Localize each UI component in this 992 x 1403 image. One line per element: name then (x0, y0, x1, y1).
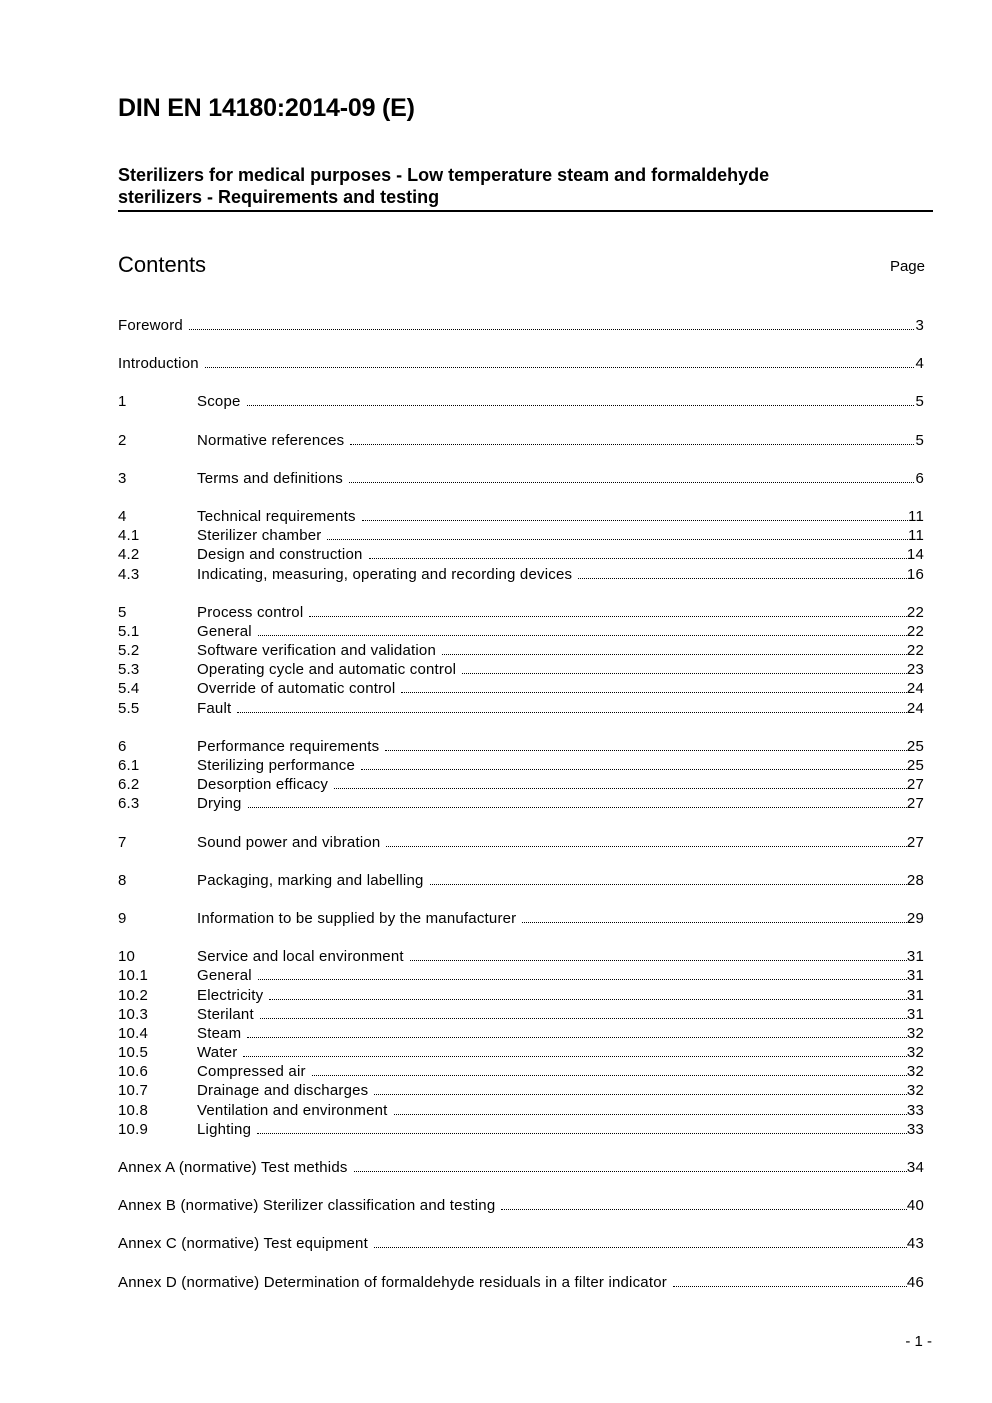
toc-entry-title: Introduction (118, 355, 199, 373)
toc-dot-leader (205, 354, 914, 368)
toc-entry-title: Sterilizing performance (197, 757, 355, 774)
toc-entry[interactable] (118, 469, 924, 488)
toc-entry-number: 10.5 (118, 1044, 148, 1062)
toc-entry[interactable] (118, 775, 924, 794)
toc-entry[interactable] (118, 507, 924, 526)
toc-entry-number: 6 (118, 737, 127, 755)
toc-entry-page: 27 (906, 776, 924, 794)
toc-entry[interactable] (118, 1062, 924, 1081)
toc-dot-leader (248, 794, 907, 808)
toc-entry[interactable] (118, 1120, 924, 1139)
toc-entry-title: Normative references (197, 431, 345, 449)
toc-entry[interactable] (118, 545, 924, 564)
toc-entry-title: Desorption efficacy (197, 776, 329, 794)
toc-entry-page: 31 (906, 986, 924, 1004)
toc-entry-page: 31 (906, 1005, 924, 1023)
toc-entry-number: 8 (118, 871, 127, 889)
toc-entry-title: General (197, 622, 252, 640)
toc-entry-page: 4 (915, 355, 924, 373)
toc-entry-title: Electricity (197, 986, 264, 1004)
table-of-contents (118, 316, 924, 1292)
toc-dot-leader (361, 756, 907, 770)
toc-entry-page: 34 (906, 1159, 924, 1176)
toc-entry-title: Annex D (normative) Determination of formaldehyde residuals in a filter indicator (118, 1273, 667, 1291)
toc-entry[interactable] (118, 679, 924, 698)
toc-entry[interactable] (118, 622, 924, 641)
toc-entry-number: 5 (118, 603, 127, 621)
toc-entry-page: 31 (906, 967, 924, 985)
toc-entry-title: Water (197, 1044, 238, 1062)
toc-entry[interactable] (118, 1081, 924, 1100)
toc-entry-title: Performance requirements (197, 737, 380, 755)
toc-entry-number: 6.3 (118, 795, 140, 813)
toc-entry-page: 11 (908, 527, 924, 545)
toc-entry-title: Technical requirements (197, 507, 356, 525)
toc-entry-title: Packaging, marking and labelling (197, 871, 424, 889)
toc-entry[interactable] (118, 756, 924, 775)
toc-entry-number: 4.3 (118, 565, 140, 583)
toc-entry-page: 11 (908, 507, 924, 525)
toc-entry-number: 10.2 (118, 986, 148, 1004)
toc-entry-title: Steam (197, 1024, 242, 1042)
toc-entry-page: 33 (906, 1101, 924, 1119)
toc-entry-page: 32 (906, 1082, 924, 1100)
toc-entry-page: 5 (915, 431, 924, 449)
toc-entry-title: Lighting (197, 1120, 252, 1138)
toc-dot-leader (362, 507, 908, 521)
toc-entry[interactable] (118, 431, 924, 450)
toc-entry[interactable] (118, 316, 924, 335)
toc-dot-leader (442, 641, 907, 655)
toc-entry-title: Information to be supplied by the manufacturer (197, 909, 517, 927)
toc-entry[interactable] (118, 526, 924, 545)
toc-entry[interactable] (118, 1043, 924, 1062)
toc-dot-leader (410, 947, 907, 961)
toc-entry-title: Ventilation and environment (197, 1101, 388, 1119)
toc-entry-title: Scope (197, 393, 241, 411)
toc-dot-leader (401, 679, 907, 693)
toc-entry-number: 4.2 (118, 546, 140, 564)
toc-dot-leader (309, 603, 907, 617)
toc-dot-leader (189, 316, 914, 330)
toc-entry-page: 22 (906, 603, 924, 621)
toc-entry-title: Foreword (118, 317, 183, 334)
toc-dot-leader (394, 1101, 907, 1115)
toc-dot-leader (247, 392, 914, 406)
toc-dot-leader (350, 431, 914, 445)
toc-entry-title: Annex C (normative) Test equipment (118, 1235, 368, 1253)
toc-dot-leader (522, 909, 907, 923)
toc-dot-leader (673, 1273, 907, 1287)
toc-entry-title: Operating cycle and automatic control (197, 661, 457, 679)
toc-dot-leader (260, 1005, 907, 1019)
toc-entry-title: Design and construction (197, 546, 363, 564)
toc-entry[interactable] (118, 871, 924, 890)
toc-entry[interactable] (118, 1158, 924, 1177)
toc-entry-number: 10.4 (118, 1024, 148, 1042)
toc-entry-number: 1 (118, 393, 127, 411)
toc-entry-title: Annex A (normative) Test methids (118, 1159, 348, 1176)
toc-entry-number: 5.2 (118, 642, 140, 660)
toc-entry[interactable] (118, 947, 924, 966)
toc-entry-page: 16 (906, 565, 924, 583)
subtitle-line-2: sterilizers - Requirements and testing (118, 187, 440, 207)
toc-entry-page: 14 (906, 546, 924, 564)
toc-entry-page: 46 (906, 1273, 924, 1291)
toc-entry-page: 27 (906, 795, 924, 813)
toc-entry-page: 32 (906, 1024, 924, 1042)
toc-dot-leader (243, 1043, 906, 1057)
toc-entry-number: 10.1 (118, 967, 148, 985)
toc-entry[interactable] (118, 565, 924, 584)
toc-entry[interactable] (118, 699, 924, 718)
toc-entry-title: Indicating, measuring, operating and recording devices (197, 565, 573, 583)
toc-dot-leader (501, 1196, 907, 1210)
toc-entry-page: 28 (906, 871, 924, 889)
toc-entry-number: 9 (118, 909, 127, 927)
toc-entry-number: 2 (118, 431, 127, 449)
toc-entry-title: Sterilizer chamber (197, 527, 322, 545)
toc-entry-page: 24 (906, 699, 924, 717)
toc-entry-number: 5.3 (118, 661, 140, 679)
toc-dot-leader (334, 775, 907, 789)
toc-dot-leader (257, 1120, 907, 1134)
toc-entry-page: 27 (906, 833, 924, 851)
toc-entry-number: 10 (118, 948, 136, 966)
toc-entry-number: 6.2 (118, 776, 140, 794)
document-subtitle (118, 164, 933, 212)
toc-entry-title: Sterilant (197, 1005, 254, 1023)
toc-entry[interactable] (118, 909, 924, 928)
toc-dot-leader (349, 469, 914, 483)
toc-entry[interactable] (118, 986, 924, 1005)
toc-entry-page: 3 (915, 317, 924, 334)
toc-dot-leader (374, 1081, 907, 1095)
toc-entry-page: 43 (906, 1235, 924, 1253)
toc-entry[interactable] (118, 641, 924, 660)
toc-entry-title: Drying (197, 795, 242, 813)
toc-dot-leader (354, 1158, 907, 1172)
toc-entry[interactable] (118, 1024, 924, 1043)
page-column-heading: Page (889, 258, 925, 275)
toc-entry-page: 25 (906, 737, 924, 755)
toc-entry-title: Process control (197, 603, 304, 621)
toc-dot-leader (369, 545, 907, 559)
toc-entry-number: 10.7 (118, 1082, 148, 1100)
toc-entry-page: 24 (906, 680, 924, 698)
toc-entry-title: General (197, 967, 252, 985)
toc-dot-leader (247, 1024, 907, 1038)
toc-entry-number: 10.8 (118, 1101, 148, 1119)
toc-entry-page: 6 (915, 469, 924, 487)
toc-entry[interactable] (118, 1005, 924, 1024)
toc-entry-page: 25 (906, 757, 924, 774)
toc-dot-leader (258, 622, 907, 636)
toc-dot-leader (312, 1062, 907, 1076)
toc-dot-leader (258, 966, 907, 980)
toc-entry[interactable] (118, 833, 924, 852)
toc-entry-number: 6.1 (118, 757, 140, 774)
toc-dot-leader (237, 699, 907, 713)
toc-entry-number: 10.3 (118, 1005, 148, 1023)
toc-entry-page: 31 (906, 948, 924, 966)
toc-entry-page: 32 (906, 1063, 924, 1081)
toc-entry-number: 10.9 (118, 1120, 148, 1138)
toc-entry-title: Fault (197, 699, 232, 717)
toc-entry-page: 5 (915, 393, 924, 411)
toc-entry-page: 32 (906, 1044, 924, 1062)
toc-entry-page: 22 (906, 622, 924, 640)
toc-entry[interactable] (118, 1273, 924, 1292)
toc-dot-leader (578, 565, 907, 579)
toc-entry-title: Terms and definitions (197, 469, 343, 487)
toc-entry-number: 4 (118, 507, 127, 525)
toc-entry-title: Drainage and discharges (197, 1082, 369, 1100)
toc-entry[interactable] (118, 794, 924, 813)
toc-entry[interactable] (118, 966, 924, 985)
toc-entry-number: 4.1 (118, 527, 140, 545)
toc-entry-number: 10.6 (118, 1063, 148, 1081)
toc-dot-leader (462, 660, 907, 674)
toc-entry-number: 3 (118, 469, 127, 487)
toc-entry[interactable] (118, 660, 924, 679)
toc-entry[interactable] (118, 1101, 924, 1120)
toc-dot-leader (430, 871, 907, 885)
toc-entry-page: 29 (906, 909, 924, 927)
toc-entry[interactable] (118, 1234, 924, 1253)
subtitle-line-1: Sterilizers for medical purposes - Low temperature steam and formaldehyde (118, 165, 770, 185)
toc-dot-leader (327, 526, 908, 540)
toc-entry[interactable] (118, 1196, 924, 1215)
toc-dot-leader (386, 833, 906, 847)
toc-entry-title: Compressed air (197, 1063, 306, 1081)
toc-dot-leader (385, 737, 907, 751)
toc-entry-number: 7 (118, 833, 127, 851)
toc-entry-title: Software verification and validation (197, 642, 436, 660)
toc-entry-number: 5.5 (118, 699, 140, 717)
toc-entry[interactable] (118, 737, 924, 756)
toc-dot-leader (269, 986, 907, 1000)
toc-entry[interactable] (118, 392, 924, 411)
toc-entry-page: 33 (906, 1120, 924, 1138)
toc-entry-number: 5.1 (118, 622, 140, 640)
toc-entry-number: 5.4 (118, 680, 140, 698)
toc-dot-leader (374, 1234, 907, 1248)
toc-entry-title: Override of automatic control (197, 680, 396, 698)
toc-entry-page: 22 (906, 642, 924, 660)
toc-entry-title: Service and local environment (197, 948, 404, 966)
toc-entry-page: 23 (906, 661, 924, 679)
toc-entry-title: Annex B (normative) Sterilizer classification and testing (118, 1197, 496, 1215)
toc-entry[interactable] (118, 354, 924, 373)
page-number: - 1 - (905, 1333, 932, 1350)
document-title: DIN EN 14180:2014-09 (E) (118, 94, 415, 122)
toc-entry[interactable] (118, 603, 924, 622)
toc-entry-title: Sound power and vibration (197, 833, 381, 851)
toc-entry-page: 40 (906, 1197, 924, 1215)
contents-heading: Contents (118, 252, 207, 277)
